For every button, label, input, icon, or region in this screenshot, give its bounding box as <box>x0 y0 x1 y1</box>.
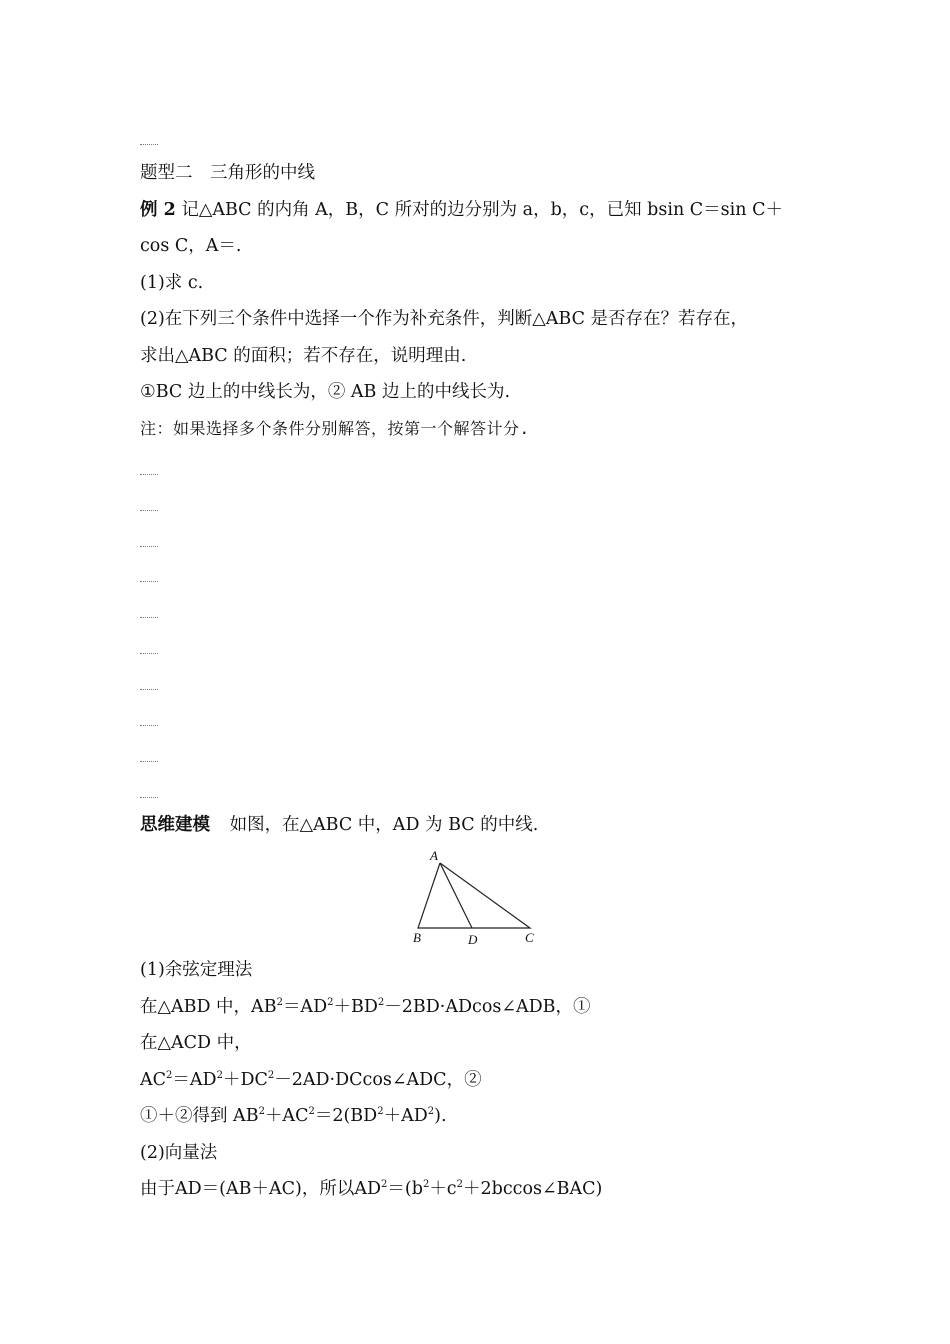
answer-dots <box>140 653 158 654</box>
answer-dots <box>140 510 158 511</box>
part-2-line-1: (2)在下列三个条件中选择一个作为补充条件，判断△ABC 是否存在？若存在， <box>140 309 749 329</box>
vertex-a-label: A <box>430 848 438 863</box>
example-line-2: cos C，A＝. <box>140 236 242 256</box>
vertex-c-label: C <box>525 930 534 945</box>
note: 注：如果选择多个条件分别解答，按第一个解答计分. <box>140 419 530 438</box>
example-text-1: 记△ABC 的内角 A，B，C 所对的边分别为 a，b，c，已知 bsin C＝sin C＋ <box>181 200 783 220</box>
answer-dots <box>140 617 158 618</box>
method-1-title: (1)余弦定理法 <box>140 960 253 980</box>
method-1-eq-1: 在△ABD 中，$AB^2=AD^2+BD^2-2BD\cdot ADcos\angle ADB$，① <box>140 997 591 1017</box>
point-d-label: D <box>468 932 478 946</box>
answer-dots <box>140 725 158 726</box>
modeling-line <box>140 813 538 837</box>
modeling-label: 思维建模 <box>140 815 210 835</box>
answer-dots <box>140 797 158 798</box>
modeling-text: 如图，在△ABC 中，AD 为 BC 的中线. <box>229 815 539 835</box>
example-line-1 <box>140 198 783 222</box>
method-1-sum: ①＋②得到 $AB^2+AC^2=2(BD^2+AD^2)$. <box>140 1106 447 1126</box>
example-label: 例 2 <box>140 200 176 220</box>
part-1: (1)求 c. <box>140 273 204 293</box>
answer-dots <box>140 761 158 762</box>
triangle-figure <box>408 846 548 946</box>
triangle-abc <box>418 863 530 928</box>
method-2-title: (2)向量法 <box>140 1143 218 1163</box>
answer-dots <box>140 474 158 475</box>
section-title: 题型二 三角形的中线 <box>140 163 315 183</box>
answer-dots <box>140 581 158 582</box>
answer-dots <box>140 546 158 547</box>
part-2-line-2: 求出△ABC 的面积；若不存在，说明理由. <box>140 346 467 366</box>
method-1-line-2: 在△ACD 中， <box>140 1033 252 1053</box>
method-1-eq-2: $AC^2=AD^2+DC^2-2AD\cdot DCcos\angle ADC$，② <box>140 1070 482 1090</box>
vertex-b-label: B <box>413 930 421 945</box>
median-ad <box>440 863 472 928</box>
conditions: ①BC 边上的中线长为，② AB 边上的中线长为. <box>140 382 511 402</box>
method-2-eq: 由于AD＝(AB＋AC)，所以$AD^2=(b^2+c^2+2bccos\angle BAC)$ <box>140 1179 603 1199</box>
answer-dots <box>140 689 158 690</box>
answer-dots <box>140 144 158 145</box>
